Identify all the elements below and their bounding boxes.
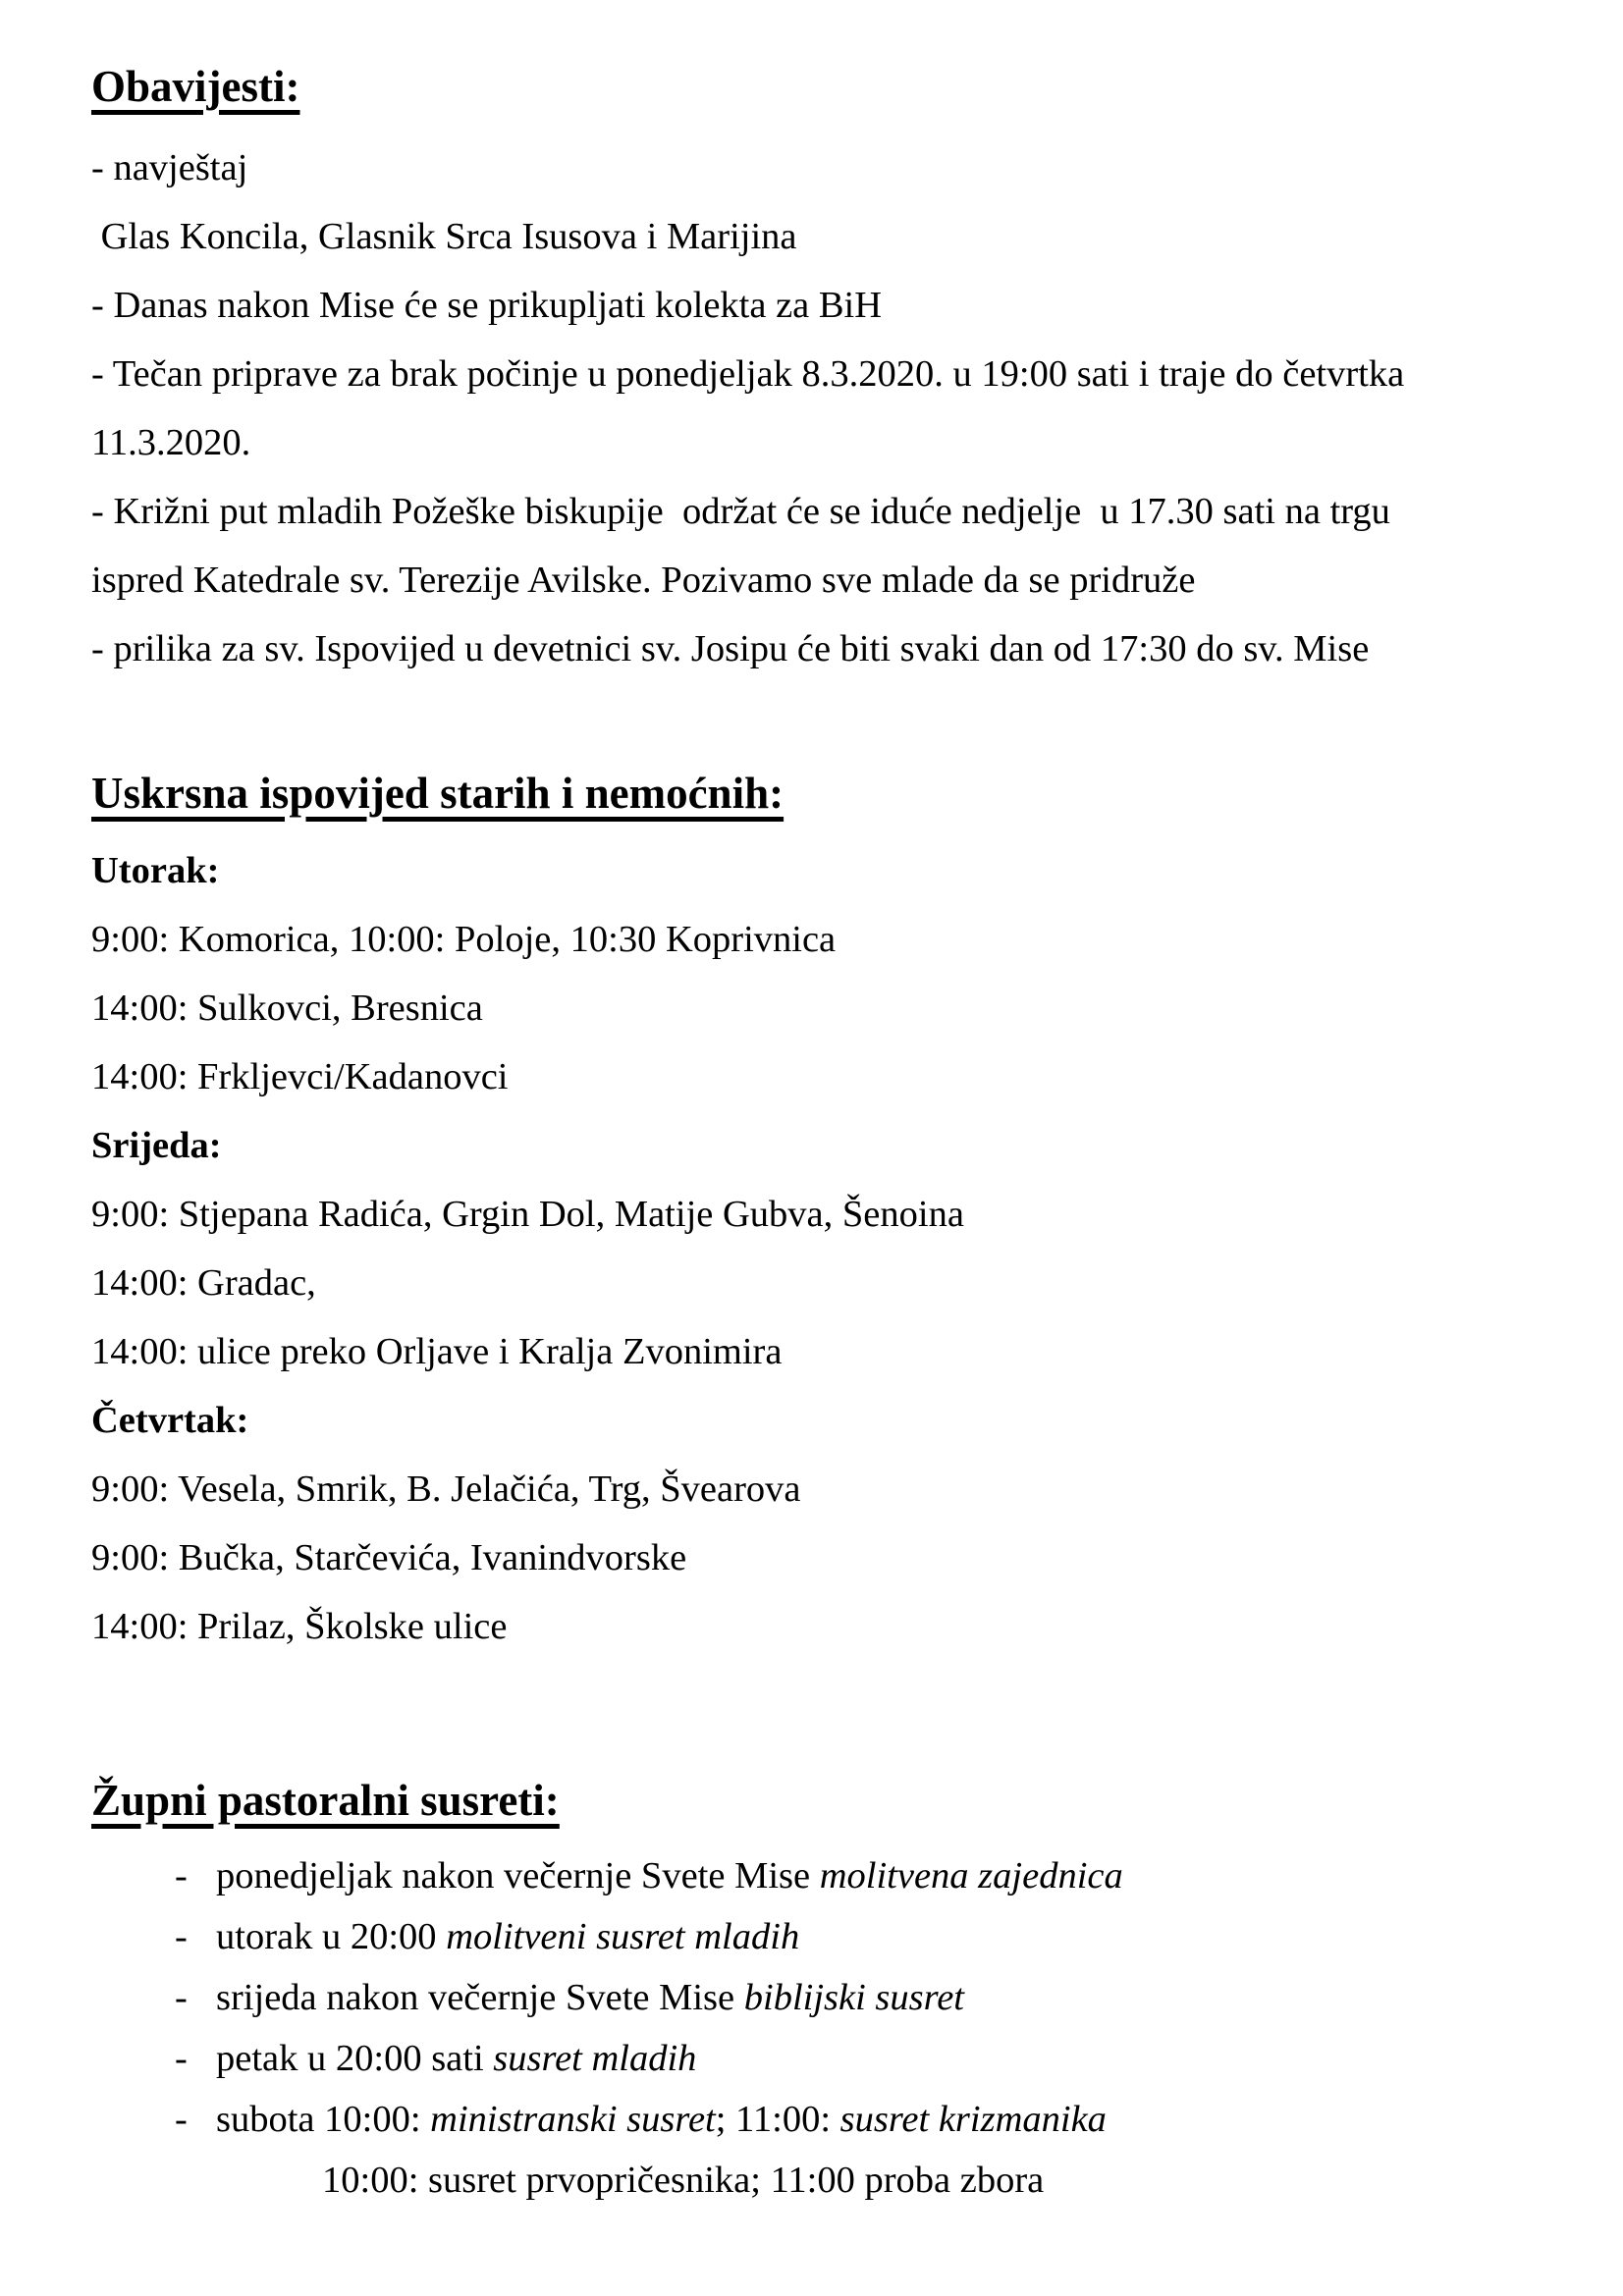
section-uskrsna-ispovijed xyxy=(91,758,1535,1661)
text-run: 10:00: susret prvopričesnika; 11:00 proba zbora xyxy=(322,2160,1045,2201)
text-run: - Danas nakon Mise će se prikupljati kolekta za BiH xyxy=(91,285,883,326)
text-run: 14:00: ulice preko Orljave i Kralja Zvonimira xyxy=(91,1331,783,1372)
zupni-lines xyxy=(91,1845,1535,2211)
text-line xyxy=(91,546,1535,614)
text-line xyxy=(91,1317,1535,1386)
heading-underlined-text: Obavijesti: xyxy=(91,62,300,111)
list-marker: - xyxy=(175,2099,188,2140)
text-line xyxy=(91,1906,1535,1967)
italic-text-run: molitvena zajednica xyxy=(819,1855,1123,1896)
text-run: - navještaj xyxy=(91,147,248,188)
section-heading-obavijesti xyxy=(91,51,1535,122)
bold-text-run: Utorak: xyxy=(91,850,220,891)
text-line xyxy=(91,1523,1535,1592)
italic-text-run: molitveni susret mladih xyxy=(446,1916,800,1957)
text-line xyxy=(91,133,1535,202)
text-run: - Križni put mladih Požeške biskupije održat će se iduće nedjelje u 17.30 sati na trgu xyxy=(91,491,1390,532)
text-run: ; 11:00: xyxy=(715,2099,840,2140)
section-zupni-susreti xyxy=(91,1765,1535,2211)
text-line xyxy=(91,614,1535,683)
list-marker: - xyxy=(175,2038,188,2079)
section-heading-zupni xyxy=(91,1765,1535,1836)
text-run: subota 10:00: xyxy=(216,2099,431,2140)
text-line xyxy=(91,1180,1535,1249)
italic-text-run: susret krizmanika xyxy=(839,2099,1107,2140)
text-line xyxy=(91,1249,1535,1317)
heading-underlined-text: Uskrsna ispovijed starih i nemoćnih: xyxy=(91,769,784,818)
text-line xyxy=(91,1455,1535,1523)
text-run: petak u 20:00 sati xyxy=(216,2038,494,2079)
list-marker: - xyxy=(175,1855,188,1896)
text-line xyxy=(91,408,1535,477)
text-line xyxy=(91,1845,1535,1906)
text-run: srijeda nakon večernje Svete Mise xyxy=(216,1977,744,2018)
text-line xyxy=(91,1386,1535,1455)
list-marker: - xyxy=(175,1916,188,1957)
text-line xyxy=(91,905,1535,974)
text-line xyxy=(91,271,1535,340)
text-run: 14:00: Sulkovci, Bresnica xyxy=(91,988,483,1029)
text-line xyxy=(91,477,1535,546)
heading-underlined-text: Župni pastoralni susreti: xyxy=(91,1776,560,1825)
text-run: 14:00: Gradac, xyxy=(91,1262,316,1304)
text-run: - prilika za sv. Ispovijed u devetnici sv. Josipu će biti svaki dan od 17:30 do sv. Mise xyxy=(91,628,1370,669)
text-line xyxy=(91,836,1535,905)
text-run: utorak u 20:00 xyxy=(216,1916,447,1957)
bold-text-run: Četvrtak: xyxy=(91,1400,249,1441)
text-line xyxy=(91,340,1535,408)
text-run: ispred Katedrale sv. Terezije Avilske. Pozivamo sve mlade da se pridruže xyxy=(91,560,1196,601)
text-run: 9:00: Stjepana Radića, Grgin Dol, Matije Gubva, Šenoina xyxy=(91,1194,964,1235)
list-marker: - xyxy=(175,1977,188,2018)
bold-text-run: Srijeda: xyxy=(91,1125,222,1166)
text-run: 9:00: Bučka, Starčevića, Ivanindvorske xyxy=(91,1537,687,1578)
text-line xyxy=(91,2028,1535,2089)
obavijesti-lines xyxy=(91,133,1535,683)
section-obavijesti xyxy=(91,51,1535,683)
text-run: 9:00: Komorica, 10:00: Poloje, 10:30 Koprivnica xyxy=(91,919,837,960)
text-line xyxy=(91,1111,1535,1180)
uskrsna-lines xyxy=(91,836,1535,1661)
text-line xyxy=(91,202,1535,271)
text-run: 9:00: Vesela, Smrik, B. Jelačića, Trg, Švearova xyxy=(91,1468,801,1510)
text-run: ponedjeljak nakon večernje Svete Mise xyxy=(216,1855,820,1896)
italic-text-run: ministranski susret xyxy=(430,2099,716,2140)
text-line xyxy=(91,2089,1535,2150)
text-run: 14:00: Prilaz, Školske ulice xyxy=(91,1606,508,1647)
italic-text-run: biblijski susret xyxy=(743,1977,964,2018)
text-line xyxy=(91,1592,1535,1661)
text-run: Glas Koncila, Glasnik Srca Isusova i Marijina xyxy=(91,216,797,257)
text-line xyxy=(91,2150,1535,2211)
text-run: - Tečan priprave za brak počinje u ponedjeljak 8.3.2020. u 19:00 sati i traje do četvrtka xyxy=(91,353,1405,395)
text-run: 14:00: Frkljevci/Kadanovci xyxy=(91,1056,509,1097)
text-line xyxy=(91,1042,1535,1111)
text-line xyxy=(91,1967,1535,2028)
italic-text-run: susret mladih xyxy=(493,2038,697,2079)
section-heading-uskrsna xyxy=(91,758,1535,828)
text-line xyxy=(91,974,1535,1042)
text-run: 11.3.2020. xyxy=(91,422,251,463)
